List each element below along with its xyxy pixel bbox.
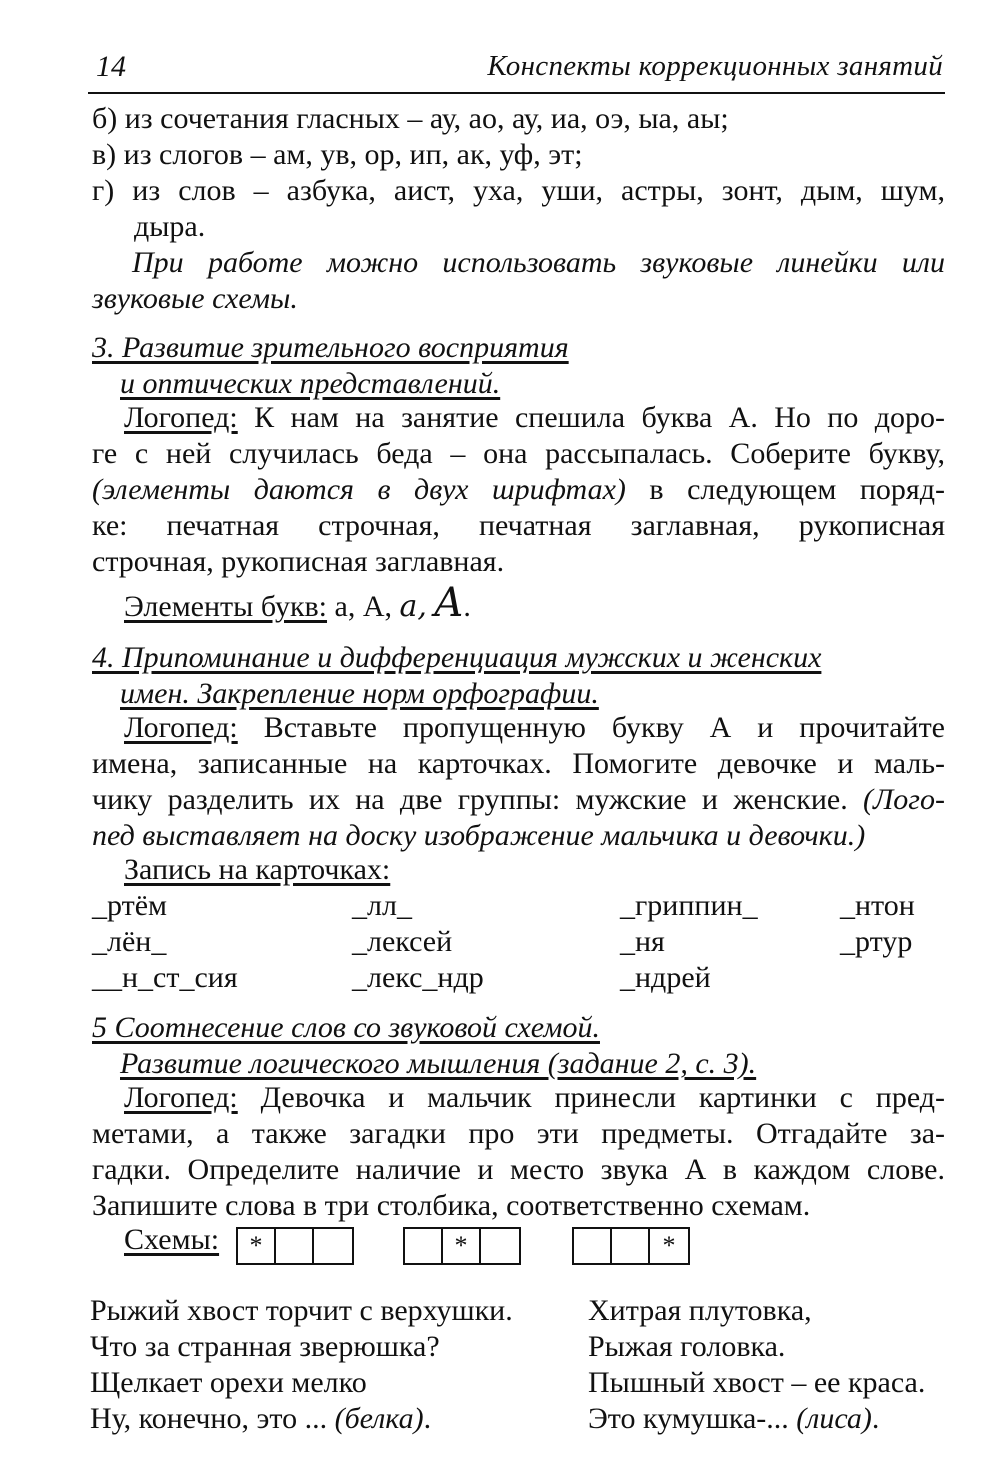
card-name: __н_ст_сия [92,961,238,994]
card-name: _ртём [92,889,168,922]
section5-title-line2: Развитие логического мышления (задание 2, с. 3). [120,1047,757,1080]
section4-title-line2: имен. Закрепление норм орфографии. [120,677,599,710]
section4-text1: Вставьте пропущенную букву А и прочитайте [237,711,945,744]
logoped-label: Логопед: [124,1081,238,1114]
page-number: 14 [96,50,126,83]
letter-elements-line [124,580,471,626]
section4-italic-start: (Лого- [862,783,945,816]
note-line2: звуковые схемы. [92,282,298,315]
riddle-right-line: Хитрая плутовка, [588,1294,812,1327]
section3-title-line1: 3. Развитие зрительного восприятия [92,331,569,364]
riddle-left-answer: (белка) [334,1402,424,1435]
section3-title-line2: и оптических представлений. [120,367,501,400]
list-item-v: в) из слогов – ам, ув, ор, ип, ак, уф, эт; [92,138,583,171]
page-header [88,48,945,94]
sound-scheme-middle [403,1227,521,1265]
card-name: _лён_ [92,925,167,958]
list-item-g-line2: дыра. [134,210,206,243]
schemes-label: Схемы: [124,1223,220,1256]
cards-label: Запись на карточках: [124,853,391,886]
scheme-cell-star: * [662,1231,676,1260]
card-name: _ня [620,925,665,958]
section4-text3: чику разделить их на две группы: мужские и женские. [92,783,863,816]
riddle-left-line [90,1401,431,1437]
note-line1: При работе можно использовать звуковые линейки или [132,246,945,279]
card-name: _ндрей [620,961,711,994]
section3-text1: К нам на занятие спешила буква А. Но по доро- [237,401,945,434]
section5-para-line1 [124,1080,945,1116]
logoped-label: Логопед: [124,401,238,434]
section4-para-line4: пед выставляет на доску изображение мальчика и девочки.) [92,819,866,852]
section3-text3: в следующем поряд- [625,473,945,506]
card-name: _лекс_ндр [352,961,484,994]
section5-para-line3: гадки. Определите наличие и место звука А в каждом слове. [92,1153,945,1186]
scheme-cell-star: * [443,1229,481,1263]
section4-para-line3 [92,782,945,818]
scheme-cell [314,1229,352,1263]
scheme-cell [574,1229,612,1263]
list-item-g-line1: г) из слов – азбука, аист, уха, уши, астры, зонт, дым, шум, [92,174,945,207]
list-item-b: б) из сочетания гласных – ау, ао, ау, иа, оэ, ыа, аы; [92,102,729,135]
section5-text1: Девочка и мальчик принесли картинки с пред- [237,1081,945,1114]
sound-scheme-start [236,1227,354,1265]
card-name: _лексей [352,925,453,958]
sound-scheme-end [572,1227,690,1265]
card-name: _нтон [840,889,915,922]
riddle-left-text: Ну, конечно, это ... [90,1402,335,1435]
card-name: _лл_ [352,889,412,922]
riddle-right-line [588,1401,879,1437]
scheme-cell [276,1229,314,1263]
scheme-cell [405,1229,443,1263]
cursive-uppercase-a: A [434,580,464,626]
section5-para-line2: метами, а также загадки про эти предметы. Отгадайте за- [92,1117,945,1150]
elements-print: а, А, [327,590,400,623]
riddle-left-line: Рыжий хвост торчит с верхушки. [90,1294,513,1327]
riddle-right-line: Пышный хвост – ее краса. [588,1366,926,1399]
scheme-cell [481,1229,519,1263]
section3-para-line4: ке: печатная строчная, печатная заглавная, рукописная [92,509,945,542]
card-name: _гриппин_ [620,889,758,922]
scheme-cell [612,1229,650,1263]
card-name: _ртур [840,925,913,958]
section4-para-line2: имена, записанные на карточках. Помогите девочке и маль- [92,747,945,780]
running-title: Конспекты коррекционных занятий [487,50,943,82]
riddle-right-end: . [871,1402,880,1435]
riddle-left-end: . [423,1402,432,1435]
logoped-label: Логопед: [124,711,238,744]
section3-para-line2: ге с ней случилась беда – она рассыпалась. Соберите букву, [92,437,945,470]
cursive-lowercase-a: a, [399,589,427,624]
section3-para-line3 [92,472,945,508]
section3-para-line1 [124,400,945,436]
section4-title-line1: 4. Припоминание и дифференциация мужских и женских [92,641,822,674]
section5-title-line1: 5 Соотнесение слов со звуковой схемой. [92,1011,600,1044]
riddle-right-answer: (лиса) [796,1402,872,1435]
scheme-cell-star: * [238,1229,276,1263]
section3-italic-note: (элементы даются в двух шрифтах) [92,473,626,506]
section3-para-line5: строчная, рукописная заглавная. [92,545,505,578]
elements-end: . [463,590,471,623]
elements-label: Элементы букв: [124,590,328,623]
riddle-right-line: Рыжая головка. [588,1330,786,1363]
riddle-left-line: Что за странная зверюшка? [90,1330,440,1363]
section4-para-line1 [124,710,945,746]
riddle-left-line: Щелкает орехи мелко [90,1366,367,1399]
section5-para-line4: Запишите слова в три столбика, соответственно схемам. [92,1189,811,1222]
riddle-right-text: Это кумушка-... [588,1402,797,1435]
